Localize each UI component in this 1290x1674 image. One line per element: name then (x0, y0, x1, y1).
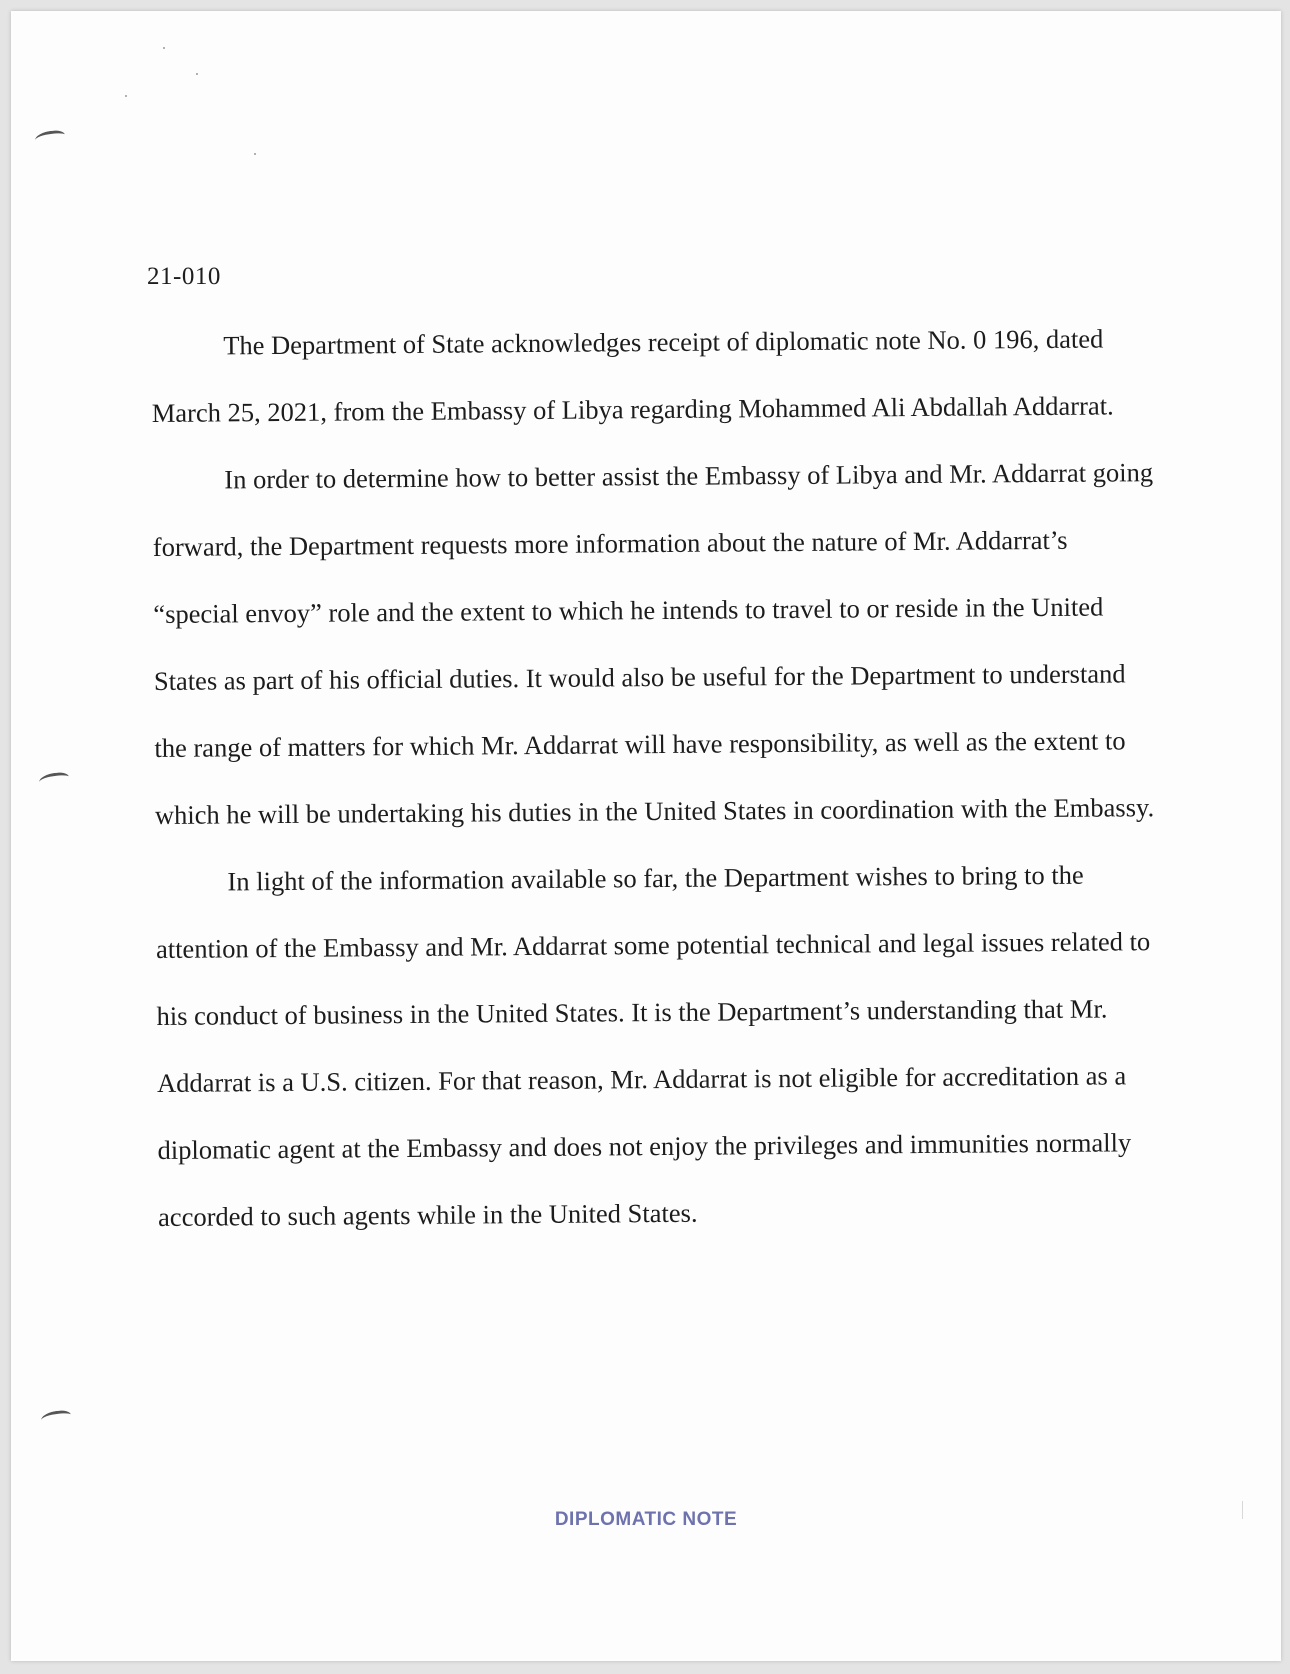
punch-hole-mark (34, 129, 65, 145)
paragraph-1: The Department of State acknowledges receipt of diplomatic note No. 0 196, dated March 25, 2021, from the Embassy of Libya regarding Mohammed Ali Abdallah Addarrat. (151, 323, 1114, 428)
paragraph-2: In order to determine how to better assist the Embassy of Libya and Mr. Addarrat going forward, the Department requests more information about the nature of Mr. Addarrat’s “special envoy” role and the extent to which he intends to travel to or reside in the United States as part of his official duties. It would also be useful for the Department to understand the range of matters for which Mr. Addarrat will have responsibility, as well as the extent to which he will be undertaking his duties in the United States in coordination with the Embassy. (152, 457, 1155, 830)
scan-speck (163, 47, 165, 49)
diplomatic-note-stamp: DIPLOMATIC NOTE (554, 1509, 738, 1530)
punch-hole-mark (38, 771, 69, 787)
document-number: 21-010 (147, 263, 221, 290)
scan-speck (254, 153, 256, 155)
punch-hole-mark (40, 1409, 71, 1425)
scan-speck (125, 95, 127, 97)
paragraph-3: In light of the information available so far, the Department wishes to bring to the attention of the Embassy and Mr. Addarrat some potential technical and legal issues related to his conduct of business in the United States. It is the Department’s understanding that Mr. Addarrat is a U.S. citizen. For that reason, Mr. Addarrat is not eligible for accreditation as a diplomatic agent at the Embassy and does not enjoy the privileges and immunities normally accorded to such agents while in the United States. (155, 859, 1151, 1232)
document-page (11, 11, 1281, 1661)
scan-speck (196, 73, 198, 75)
scan-edge-mark (1242, 1501, 1243, 1519)
note-body (151, 305, 1163, 1251)
